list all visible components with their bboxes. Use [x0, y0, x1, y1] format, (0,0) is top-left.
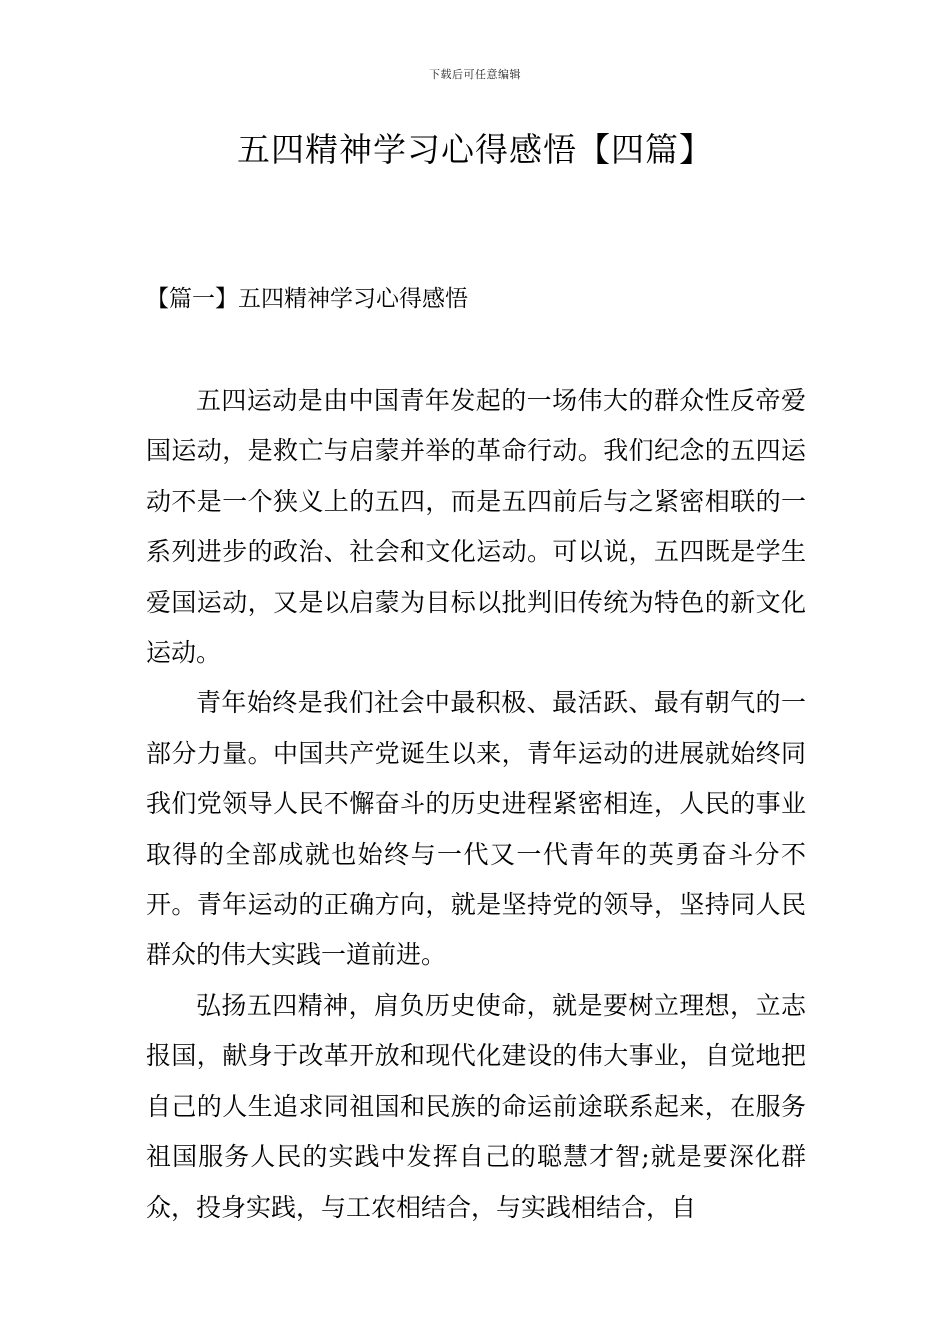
section-heading: 【篇一】五四精神学习心得感悟 [146, 286, 468, 312]
paragraph: 青年始终是我们社会中最积极、最活跃、最有朝气的一部分力量。中国共产党诞生以来，青年运动的进展就始终同我们党领导人民不懈奋斗的历史进程紧密相连，人民的事业取得的全部成就也始终与一代又一代青年的英勇奋斗分不开。青年运动的正确方向，就是坚持党的领导，坚持同人民群众的伟大实践一道前进。 [146, 688, 806, 970]
document-body [146, 376, 806, 1233]
paragraph: 五四运动是由中国青年发起的一场伟大的群众性反帝爱国运动，是救亡与启蒙并举的革命行动。我们纪念的五四运动不是一个狭义上的五四，而是五四前后与之紧密相联的一系列进步的政治、社会和文化运动。可以说，五四既是学生爱国运动，又是以启蒙为目标以批判旧传统为特色的新文化运动。 [146, 386, 806, 668]
paragraph: 弘扬五四精神，肩负历史使命，就是要树立理想，立志报国，献身于改革开放和现代化建设的伟大事业，自觉地把自己的人生追求同祖国和民族的命运前途联系起来，在服务祖国服务人民的实践中发挥自己的聪慧才智;就是要深化群众，投身实践，与工农相结合，与实践相结合，自 [146, 990, 806, 1222]
header-note: 下载后可任意编辑 [429, 68, 521, 81]
document-title: 五四精神学习心得感悟【四篇】 [237, 130, 713, 169]
